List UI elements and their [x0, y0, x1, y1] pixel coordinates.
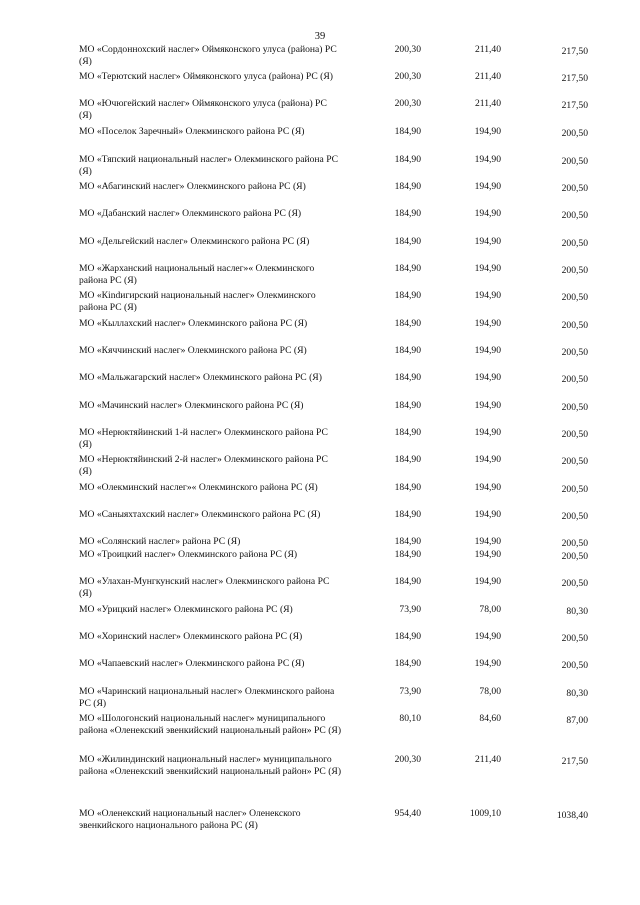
row-value-3: 200,50: [561, 265, 588, 276]
row-value-1: 184,90: [394, 372, 421, 383]
row-value-3: 200,50: [561, 429, 588, 440]
row-value-3: 200,50: [561, 374, 588, 385]
row-value-2: 194,90: [474, 181, 501, 192]
row-name: МО «Мальжагарский наслег» Олекминского района РС (Я): [79, 372, 322, 383]
row-name: МО «Дабанский наслег» Олекминского района РС (Я): [79, 208, 302, 219]
row-name: МО «Кindигирский национальный наслег» Олекминского района РС (Я): [79, 290, 316, 313]
row-value-1: 184,90: [394, 549, 421, 560]
row-value-1: 200,30: [394, 44, 421, 55]
row-value-3: 80,30: [566, 606, 588, 617]
row-name: МО «Шологонский национальный наслег» муниципального района «Оленекский эвенкийский национальный район» РС (Я): [79, 713, 342, 736]
row-name: МО «Хоринский наслег» Олекминского района РС (Я): [79, 631, 303, 642]
row-value-2: 194,90: [474, 509, 501, 520]
row-value-3: 200,50: [561, 347, 588, 358]
row-value-3: 200,50: [561, 484, 588, 495]
row-value-2: 78,00: [479, 604, 501, 615]
row-value-3: 200,50: [561, 210, 588, 221]
row-value-3: 200,50: [561, 551, 588, 562]
row-value-1: 184,90: [394, 658, 421, 669]
row-value-1: 184,90: [394, 154, 421, 165]
row-name: МО «Сордоннохский наслег» Оймяконского улуса (района) РС (Я): [79, 44, 337, 67]
row-value-1: 184,90: [394, 126, 421, 137]
row-value-1: 184,90: [394, 236, 421, 247]
row-value-1: 184,90: [394, 263, 421, 274]
row-name: МО «Ючюгейский наслег» Оймяконского улуса (района) РС (Я): [79, 98, 327, 121]
row-value-2: 194,90: [474, 208, 501, 219]
row-value-3: 200,50: [561, 511, 588, 522]
row-name: МО «Поселок Заречный» Олекминского района РС (Я): [79, 126, 305, 137]
row-value-2: 211,40: [474, 71, 501, 82]
row-name: МО «Урицкий наслег» Олекминского района РС (Я): [79, 604, 293, 615]
row-value-3: 200,50: [561, 633, 588, 644]
row-value-2: 194,90: [474, 454, 501, 465]
row-value-3: 200,50: [561, 660, 588, 671]
row-value-3: 200,50: [561, 456, 588, 467]
row-value-3: 200,50: [561, 183, 588, 194]
row-value-1: 184,90: [394, 208, 421, 219]
row-value-2: 194,90: [474, 427, 501, 438]
row-value-2: 194,90: [474, 631, 501, 642]
row-name: МО «Солянский наслег» района РС (Я): [79, 536, 241, 547]
row-name: МО «Терютский наслег» Оймяконского улуса (района) РС (Я): [79, 71, 333, 82]
row-value-1: 200,30: [394, 98, 421, 109]
row-value-2: 194,90: [474, 576, 501, 587]
row-name: МО «Жарханский национальный наслег»« Олекминского района РС (Я): [79, 263, 315, 286]
row-value-3: 217,50: [561, 756, 588, 767]
row-value-3: 217,50: [561, 100, 588, 111]
row-value-1: 80,10: [399, 713, 421, 724]
row-name: МО «Олекминский наслег»« Олекминского района РС (Я): [79, 482, 318, 493]
row-value-2: 194,90: [474, 482, 501, 493]
row-value-3: 200,50: [561, 538, 588, 549]
row-name: МО «Кяччинский наслег» Олекминского района РС (Я): [79, 345, 307, 356]
row-value-1: 200,30: [394, 71, 421, 82]
row-value-1: 184,90: [394, 318, 421, 329]
row-value-2: 194,90: [474, 536, 501, 547]
row-name: МО «Нерюктяйинский 1-й наслег» Олекминского района РС (Я): [79, 427, 328, 450]
row-value-2: 84,60: [479, 713, 501, 724]
row-name: МО «Троицкий наслег» Олекминского района РС (Я): [79, 549, 298, 560]
row-name: МО «Тяпский национальный наслег» Олекминского района РС (Я): [79, 154, 339, 177]
row-name: МО «Абагинский наслег» Олекминского района РС (Я): [79, 181, 306, 192]
row-name: МО «Саныяхтахский наслег» Олекминского района РС (Я): [79, 509, 321, 520]
row-value-2: 211,40: [474, 44, 501, 55]
row-value-2: 211,40: [474, 98, 501, 109]
row-value-2: 194,90: [474, 658, 501, 669]
row-value-1: 184,90: [394, 427, 421, 438]
row-name: МО «Чапаевский наслег» Олекминского района РС (Я): [79, 658, 305, 669]
row-name: МО «Улахан-Мунгкунский наслег» Олекминского района РС (Я): [79, 576, 330, 599]
row-value-3: 217,50: [561, 73, 588, 84]
row-value-1: 184,90: [394, 454, 421, 465]
row-value-1: 73,90: [399, 604, 421, 615]
row-value-2: 211,40: [474, 754, 501, 765]
row-name: МО «Оленекский национальный наслег» Оленекского эвенкийского национального района РС (Я): [79, 808, 301, 831]
row-value-1: 200,30: [394, 754, 421, 765]
row-value-2: 194,90: [474, 154, 501, 165]
row-value-1: 184,90: [394, 400, 421, 411]
row-value-2: 194,90: [474, 400, 501, 411]
row-value-1: 184,90: [394, 181, 421, 192]
row-value-1: 184,90: [394, 290, 421, 301]
row-value-2: 194,90: [474, 263, 501, 274]
row-value-1: 184,90: [394, 482, 421, 493]
row-name: МО «Нерюктяйинский 2-й наслег» Олекминского района РС (Я): [79, 454, 328, 477]
row-value-3: 200,50: [561, 578, 588, 589]
row-value-2: 1009,10: [469, 808, 501, 819]
row-name: МО «Чаринский национальный наслег» Олекминского района РС (Я): [79, 686, 335, 709]
page-number: 39: [314, 31, 326, 42]
row-value-1: 73,90: [399, 686, 421, 697]
row-value-2: 194,90: [474, 549, 501, 560]
row-value-3: 87,00: [566, 715, 588, 726]
row-value-1: 184,90: [394, 536, 421, 547]
row-value-2: 194,90: [474, 345, 501, 356]
row-value-3: 200,50: [561, 402, 588, 413]
row-value-2: 78,00: [479, 686, 501, 697]
row-value-3: 200,50: [561, 128, 588, 139]
row-value-1: 184,90: [394, 509, 421, 520]
row-value-2: 194,90: [474, 236, 501, 247]
row-value-1: 184,90: [394, 576, 421, 587]
row-value-1: 184,90: [394, 345, 421, 356]
row-name: МО «Кыллахский наслег» Олекминского района РС (Я): [79, 318, 308, 329]
row-value-3: 80,30: [566, 688, 588, 699]
row-name: МО «Жилиндинский национальный наслег» муниципального района «Оленекский эвенкийский национальный район» РС (Я): [79, 754, 342, 777]
row-value-3: 200,50: [561, 238, 588, 249]
row-name: МО «Дельгейский наслег» Олекминского района РС (Я): [79, 236, 310, 247]
row-value-1: 954,40: [394, 808, 421, 819]
row-value-2: 194,90: [474, 318, 501, 329]
row-name: МО «Мачинский наслег» Олекминского района РС (Я): [79, 400, 304, 411]
row-value-2: 194,90: [474, 290, 501, 301]
row-value-3: 200,50: [561, 292, 588, 303]
row-value-3: 1038,40: [556, 810, 588, 821]
row-value-3: 200,50: [561, 156, 588, 167]
row-value-1: 184,90: [394, 631, 421, 642]
row-value-2: 194,90: [474, 126, 501, 137]
row-value-3: 200,50: [561, 320, 588, 331]
row-value-3: 217,50: [561, 46, 588, 57]
row-value-2: 194,90: [474, 372, 501, 383]
